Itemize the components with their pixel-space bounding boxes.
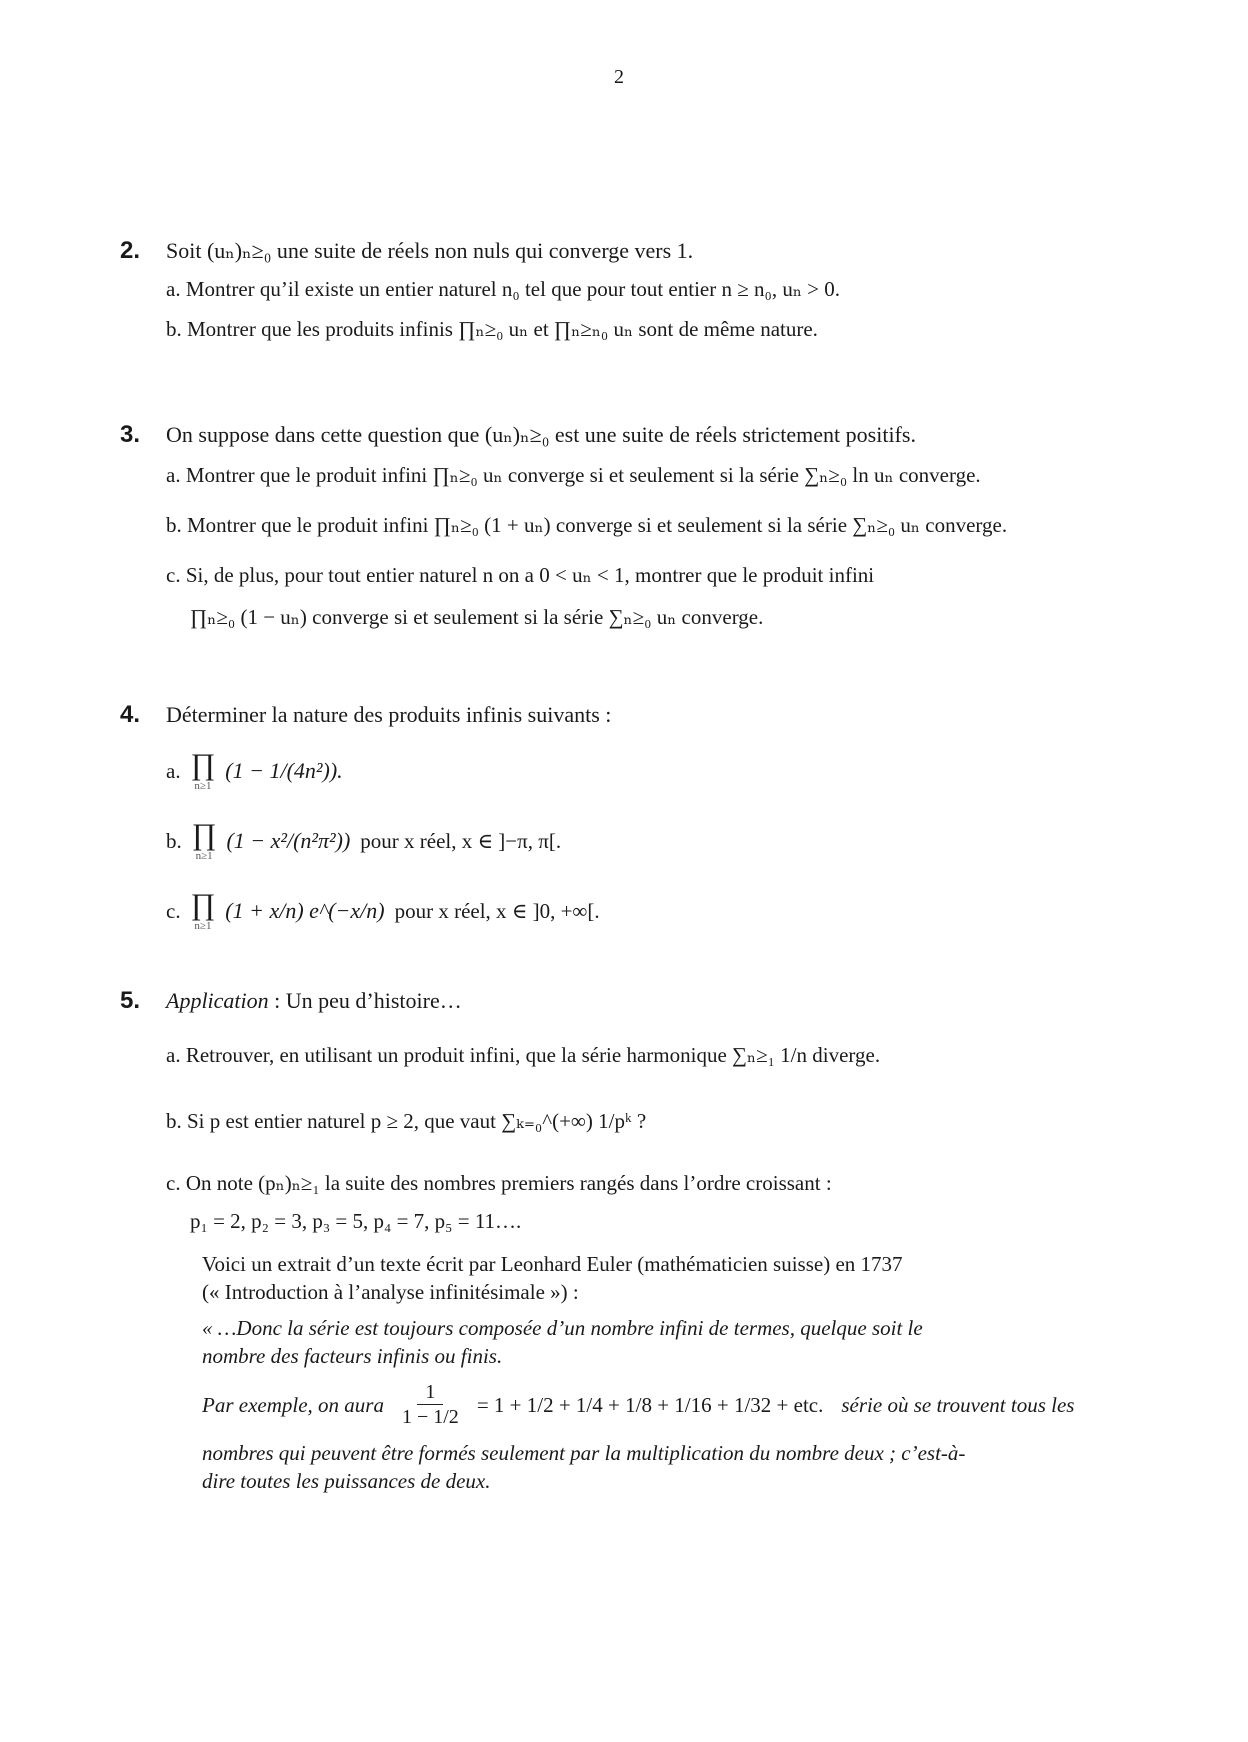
exercise-4-intro [120, 700, 1140, 730]
product-subscript: n≥1 [194, 920, 212, 932]
exercise-5-number: 5. [120, 987, 141, 1014]
quote-example-lead: Par exemple, on aura [202, 1392, 384, 1417]
exercise-2 [120, 236, 1140, 344]
product-symbol: ∏ n≥1 [191, 818, 217, 862]
quote-example-tail: série où se trouvent tous les [841, 1392, 1075, 1417]
exercise-5-item-a: a. Retrouver, en utilisant un produit infini, que la série harmonique ∑ₙ≥₁ 1/n diverge. [166, 1043, 881, 1067]
exercise-2-item-a: a. Montrer qu’il existe un entier naturel n₀ tel que pour tout entier n ≥ n₀, uₙ > 0. [166, 277, 841, 301]
quote-intro-line-2: (« Introduction à l’analyse infinitésimale ») : [202, 1280, 579, 1304]
quote-line-4: dire toutes les puissances de deux. [202, 1469, 491, 1493]
exercise-5-title-italic: Application [166, 988, 269, 1013]
product-subscript: n≥1 [194, 780, 212, 792]
quote-line-2: nombre des facteurs infinis ou finis. [202, 1344, 503, 1368]
exercise-4 [120, 700, 1140, 932]
quote-intro-line-1: Voici un extrait d’un texte écrit par Leonhard Euler (mathématicien suisse) en 1737 [202, 1252, 903, 1276]
quote-fraction [402, 1380, 459, 1429]
exercise-3-item-a: a. Montrer que le produit infini ∏ₙ≥₀ uₙ converge si et seulement si la série ∑ₙ≥₀ ln uₙ converge. [166, 463, 981, 487]
exercise-5-item-c: c. On note (pₙ)ₙ≥₁ la suite des nombres premiers rangés dans l’ordre croissant : [166, 1171, 832, 1195]
exercise-5-intro [120, 986, 1140, 1016]
page-number: 2 [614, 66, 624, 88]
exercise-4-item-a-label: a. [166, 759, 181, 783]
exercise-2-number: 2. [120, 237, 141, 264]
exercise-2-item-b: b. Montrer que les produits infinis ∏ₙ≥₀ uₙ et ∏ₙ≥ₙ₀ uₙ sont de même nature. [166, 317, 818, 341]
product-symbol: ∏ n≥1 [190, 888, 216, 932]
quote-formula-line [202, 1380, 1132, 1429]
quote-line-1: « …Donc la série est toujours composée d’un nombre infini de termes, quelque soit le [202, 1316, 923, 1340]
quote-line-3: nombres qui peuvent être formés seulement par la multiplication du nombre deux ; c’est-à- [202, 1441, 966, 1465]
product-subscript: n≥1 [195, 850, 213, 862]
euler-quote [202, 1250, 1132, 1495]
exercise-2-intro-text: Soit (uₙ)ₙ≥₀ une suite de réels non nuls qui converge vers 1. [166, 238, 694, 263]
quote-fraction-numerator: 1 [417, 1380, 443, 1405]
exercise-4-item-b-expr: (1 − x²/(n²π²)) [226, 828, 351, 853]
quote-fraction-denominator: 1 − 1/2 [401, 1406, 459, 1428]
exercise-4-item-c [120, 890, 1140, 932]
exercise-2-intro [120, 236, 1140, 266]
exercise-4-item-b-cond: pour x réel, x ∈ ]−π, π[. [360, 829, 562, 853]
product-symbol: ∏ n≥1 [190, 748, 216, 792]
exercise-4-item-b-label: b. [166, 829, 182, 853]
exercise-5 [120, 986, 1140, 1236]
exercise-5-title-rest: : Un peu d’histoire… [268, 988, 462, 1013]
exercise-5-item-c-cont: p₁ = 2, p₂ = 3, p₃ = 5, p₄ = 7, p₅ = 11…. [190, 1209, 522, 1233]
quote-series: = 1 + 1/2 + 1/4 + 1/8 + 1/16 + 1/32 + etc. [476, 1392, 824, 1417]
exercise-3-intro-text: On suppose dans cette question que (uₙ)ₙ≥₀ est une suite de réels strictement positifs. [166, 422, 916, 447]
exercise-4-item-b [120, 820, 1140, 862]
exercise-4-item-c-cond: pour x réel, x ∈ ]0, +∞[. [394, 899, 600, 923]
exercise-3-item-c-cont: ∏ₙ≥₀ (1 − uₙ) converge si et seulement si la série ∑ₙ≥₀ uₙ converge. [190, 605, 764, 629]
exercise-4-number: 4. [120, 701, 141, 728]
exercise-3-item-b: b. Montrer que le produit infini ∏ₙ≥₀ (1 + uₙ) converge si et seulement si la série ∑ₙ≥₀ uₙ converge. [166, 513, 1008, 537]
exercise-4-item-a [120, 750, 1140, 792]
exercise-3-number: 3. [120, 421, 141, 448]
exercise-4-item-c-label: c. [166, 899, 181, 923]
exercise-3-item-c: c. Si, de plus, pour tout entier naturel n on a 0 < uₙ < 1, montrer que le produit infini [166, 563, 875, 587]
exercise-3 [120, 420, 1140, 632]
exercise-5-item-b: b. Si p est entier naturel p ≥ 2, que vaut ∑ₖ₌₀^(+∞) 1/pᵏ ? [166, 1109, 647, 1133]
exercise-3-intro [120, 420, 1140, 450]
exercise-4-item-c-expr: (1 + x/n) e^(−x/n) [225, 898, 385, 923]
exercise-4-item-a-expr: (1 − 1/(4n²)). [225, 758, 343, 783]
exercise-4-intro-text: Déterminer la nature des produits infinis suivants : [166, 702, 612, 727]
